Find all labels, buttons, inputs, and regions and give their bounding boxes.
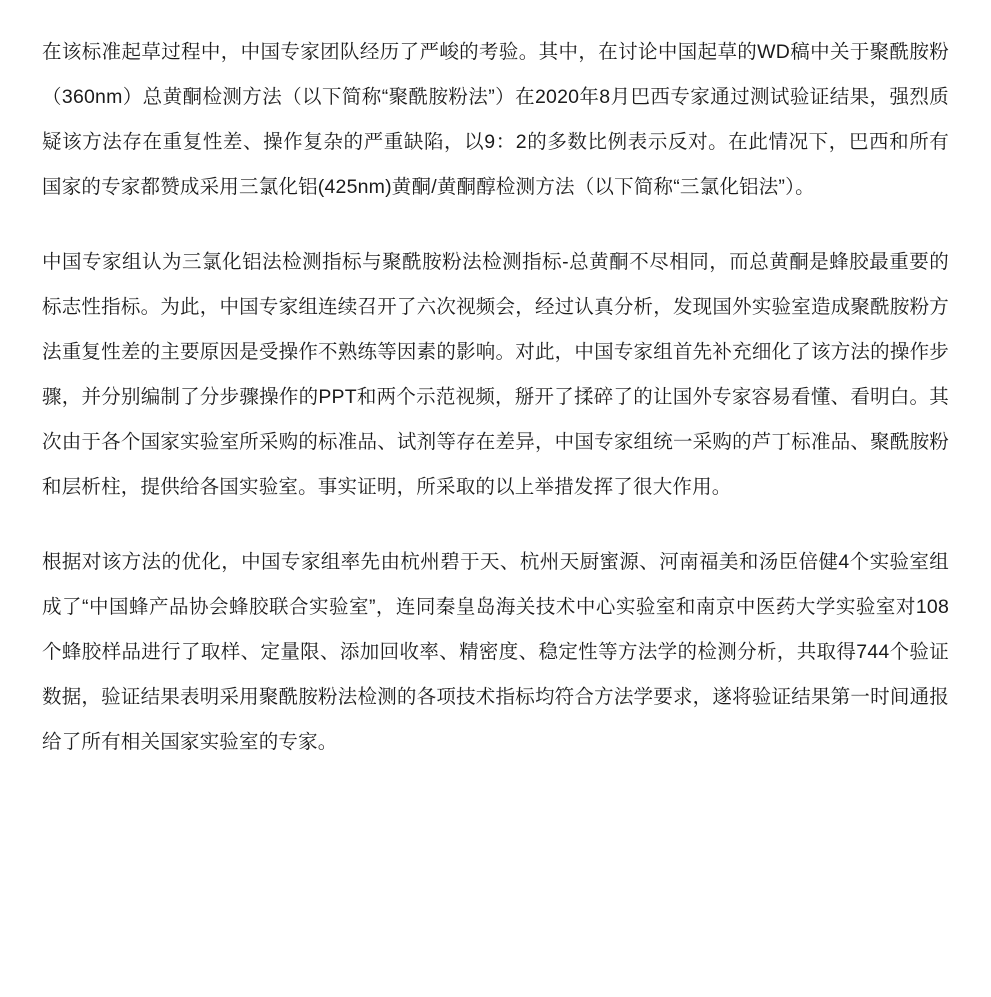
paragraph-3: 根据对该方法的优化，中国专家组率先由杭州碧于天、杭州天厨蜜源、河南福美和汤臣倍健4个实验室组成了“中国蜂产品协会蜂胶联合实验室”，连同秦皇岛海关技术中心实验室和南京中医药大学实验室对108个蜂胶样品进行了取样、定量限、添加回收率、精密度、稳定性等方法学的检测分析，共取得744个验证数据，验证结果表明采用聚酰胺粉法检测的各项技术指标均符合方法学要求，遂将验证结果第一时间通报给了所有相关国家实验室的专家。 <box>42 551 949 753</box>
paragraph-2: 中国专家组认为三氯化铝法检测指标与聚酰胺粉法检测指标-总黄酮不尽相同，而总黄酮是蜂胶最重要的标志性指标。为此，中国专家组连续召开了六次视频会，经过认真分析，发现国外实验室造成聚酰胺粉方法重复性差的主要原因是受操作不熟练等因素的影响。对此，中国专家组首先补充细化了该方法的操作步骤，并分别编制了分步骤操作的PPT和两个示范视频，掰开了揉碎了的让国外专家容易看懂、看明白。其次由于各个国家实验室所采购的标准品、试剂等存在差异，中国专家组统一采购的芦丁标准品、聚酰胺粉和层析柱，提供给各国实验室。事实证明，所采取的以上举措发挥了很大作用。 <box>42 251 949 498</box>
article-body <box>42 30 949 765</box>
paragraph-1: 在该标准起草过程中，中国专家团队经历了严峻的考验。其中，在讨论中国起草的WD稿中关于聚酰胺粉（360nm）总黄酮检测方法（以下简称“聚酰胺粉法”）在2020年8月巴西专家通过测试验证结果，强烈质疑该方法存在重复性差、操作复杂的严重缺陷，以9：2的多数比例表示反对。在此情况下，巴西和所有国家的专家都赞成采用三氯化铝(425nm)黄酮/黄酮醇检测方法（以下简称“三氯化铝法”）。 <box>42 41 949 198</box>
